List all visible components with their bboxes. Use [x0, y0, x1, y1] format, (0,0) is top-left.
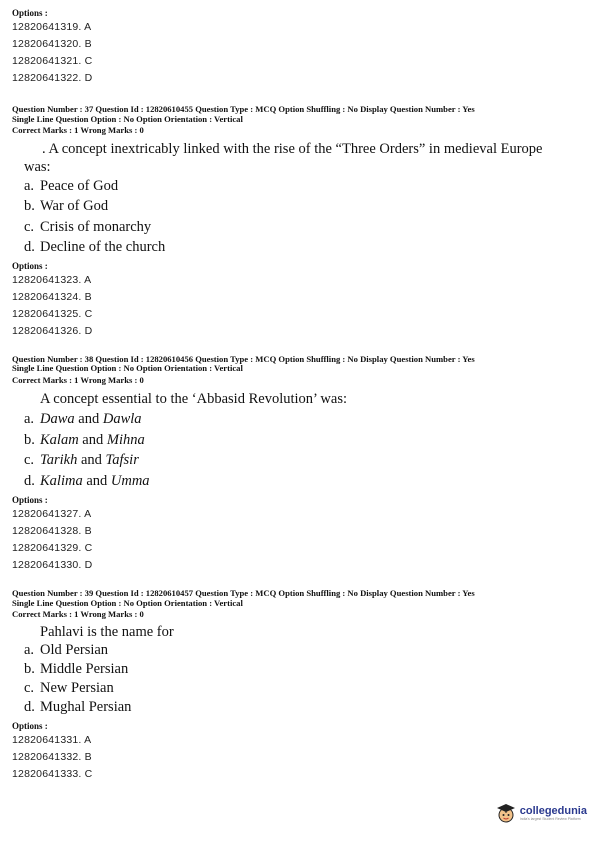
- option-id: 12820641331. A: [12, 733, 92, 746]
- choice-c: c. New Persian: [24, 679, 114, 696]
- question-text: Pahlavi is the name for: [40, 623, 174, 640]
- question-text-cont: was:: [24, 158, 51, 175]
- choice-b: b. Middle Persian: [24, 660, 129, 677]
- choice-c: c. Crisis of monarchy: [24, 218, 152, 235]
- logo-tagline: India's largest Student Review Platform: [519, 816, 581, 821]
- question-text: A concept essential to the ‘Abbasid Revolution’ was:: [40, 391, 347, 407]
- option-id: 12820641329. C: [12, 542, 93, 554]
- question-meta-line2: Single Line Question Option : No Option Orientation : Vertical: [12, 363, 243, 373]
- options-heading: Options :: [12, 495, 48, 505]
- choice-a: a. Dawa and Dawla: [24, 411, 142, 427]
- option-id: 12820641325. C: [12, 307, 93, 320]
- options-block-q36: [12, 8, 583, 87]
- option-id: 12820641324. B: [12, 290, 92, 303]
- choice-b: b. Kalam and Mihna: [24, 431, 145, 448]
- question-marks: Correct Marks : 1 Wrong Marks : 0: [12, 609, 144, 619]
- question-meta: Question Number : 39 Question Id : 12820610457 Question Type : MCQ Option Shuffling : No Display Question Number : Yes: [12, 588, 475, 598]
- logo-name: collegedunia: [519, 804, 587, 817]
- question-marks: Correct Marks : 1 Wrong Marks : 0: [12, 374, 144, 385]
- question-text: . A concept inextricably linked with the rise of the “Three Orders” in medieval Europe: [42, 140, 543, 157]
- question-meta-line2: Single Line Question Option : No Option Orientation : Vertical: [12, 113, 243, 124]
- choice-b: b. War of God: [24, 198, 109, 214]
- option-id: 12820641327. A: [12, 508, 92, 520]
- question-39: [12, 589, 583, 783]
- graduate-mascot-icon: [495, 802, 517, 824]
- option-id: 12820641333. C: [12, 767, 93, 780]
- question-meta: Question Number : 37 Question Id : 12820610455 Question Type : MCQ Option Shuffling : No Display Question Number : Yes: [12, 104, 475, 114]
- option-id: 12820641328. B: [12, 525, 92, 537]
- question-meta-line2: Single Line Question Option : No Option Orientation : Vertical: [12, 597, 243, 608]
- question-marks: Correct Marks : 1 Wrong Marks : 0: [12, 125, 144, 135]
- option-id: 12820641332. B: [12, 750, 92, 763]
- option-id: 12820641326. D: [12, 324, 93, 337]
- question-37: [12, 105, 583, 340]
- option-id: 12820641330. D: [12, 559, 93, 571]
- choice-a: a. Peace of God: [24, 177, 119, 194]
- choice-c: c. Tarikh and Tafsir: [24, 452, 139, 468]
- choice-a: a. Old Persian: [24, 641, 109, 658]
- option-id: 12820641322. D: [12, 72, 93, 84]
- choice-d: d. Decline of the church: [24, 239, 166, 255]
- question-paper-page: [12, 8, 583, 783]
- options-heading: Options :: [12, 8, 48, 18]
- choice-d: d. Kalima and Umma: [24, 472, 150, 489]
- collegedunia-logo: [495, 802, 587, 824]
- choice-d: d. Mughal Persian: [24, 698, 132, 715]
- option-id: 12820641320. B: [12, 38, 92, 50]
- options-heading: Options :: [12, 720, 48, 731]
- option-id: 12820641323. A: [12, 273, 92, 286]
- question-38: [12, 355, 583, 575]
- options-heading: Options :: [12, 260, 48, 271]
- question-meta: Question Number : 38 Question Id : 12820610456 Question Type : MCQ Option Shuffling : No Display Question Number : Yes: [12, 353, 475, 364]
- option-id: 12820641319. A: [12, 21, 92, 33]
- option-id: 12820641321. C: [12, 55, 93, 67]
